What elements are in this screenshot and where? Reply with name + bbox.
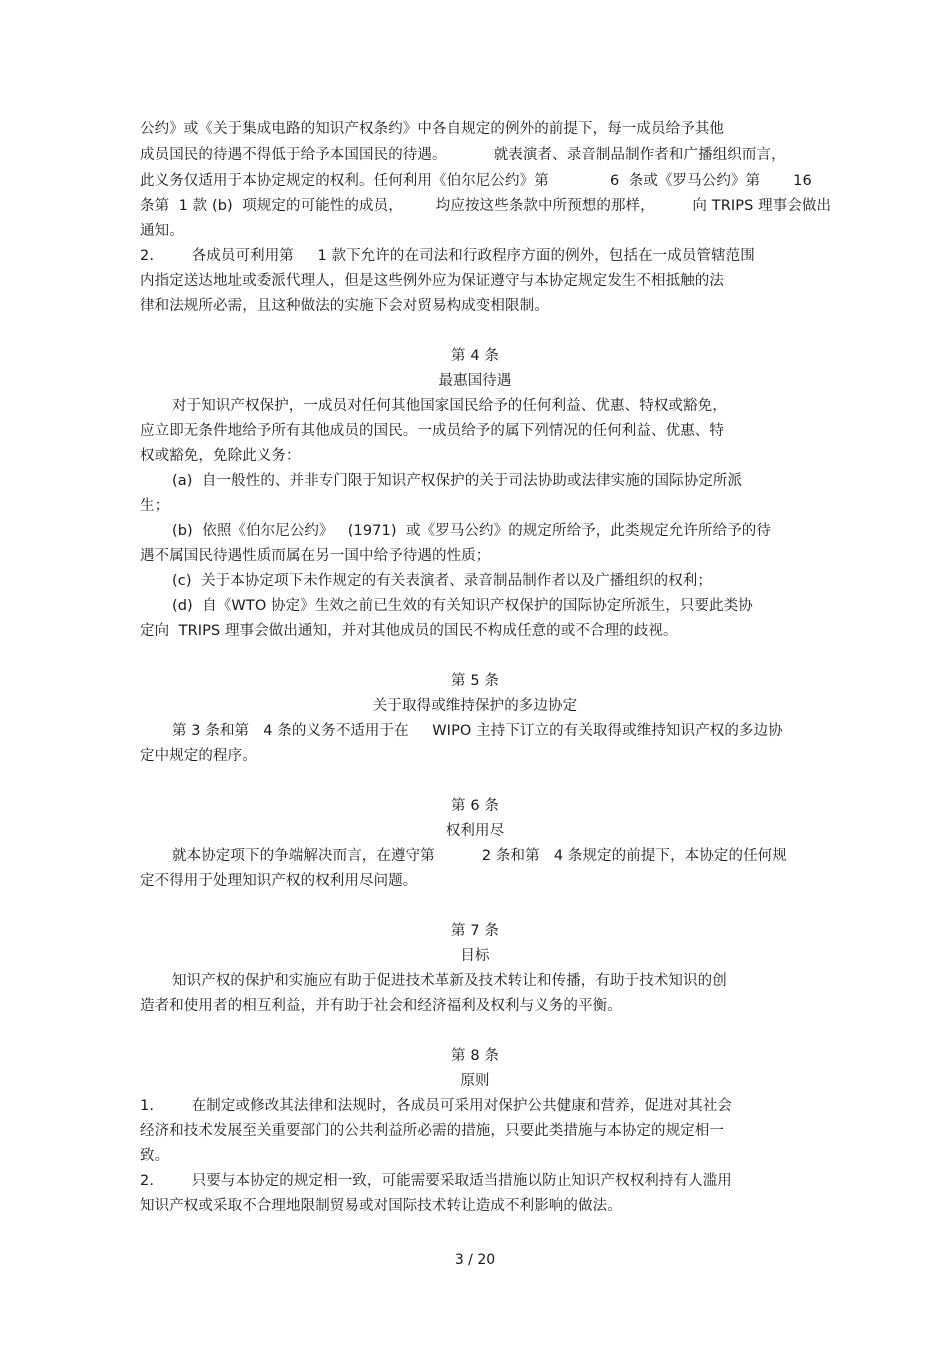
- text-line: (a) 自一般性的、并非专门限于知识产权保护的关于司法协助或法律实施的国际协定所派: [172, 473, 743, 489]
- text-line: 遇不属国民待遇性质而属在另一国中给予待遇的性质；: [140, 548, 491, 564]
- article-number: 第 8 条: [451, 1048, 499, 1064]
- article-title: 目标: [460, 948, 490, 964]
- text-line: 造者和使用者的相互利益，并有助于社会和经济福利及权利与义务的平衡。: [140, 998, 622, 1014]
- text-line: 成员国民的待遇不得低于给予本国国民的待遇。 就表演者、录音制品制作者和广播组织而言，: [140, 147, 786, 163]
- article-title: 原则: [460, 1073, 490, 1089]
- text-line: 经济和技术发展至关重要部门的公共利益所必需的措施，只要此类措施与本协定的规定相一: [140, 1123, 724, 1139]
- article-number: 第 5 条: [451, 673, 499, 689]
- text-line: (d) 自《WTO 协定》生效之前已生效的有关知识产权保护的国际协定所派生，只要此类协: [172, 598, 753, 614]
- text-line: (c) 关于本协定项下未作规定的有关表演者、录音制品制作者以及广播组织的权利；: [172, 573, 713, 589]
- text-line: (b) 依照《伯尔尼公约》 (1971) 或《罗马公约》的规定所给予，此类规定允许所给予的待: [172, 523, 771, 539]
- text-line: 定中规定的程序。: [140, 748, 257, 764]
- text-line: 权或豁免，免除此义务：: [140, 448, 301, 464]
- article-title: 权利用尽: [445, 823, 505, 839]
- article-number: 第 7 条: [451, 923, 499, 939]
- text-line: 知识产权或采取不合理地限制贸易或对国际技术转让造成不利影响的做法。: [140, 1198, 622, 1214]
- text-line: 生；: [140, 498, 170, 514]
- text-line: 就本协定项下的争端解决而言，在遵守第 2 条和第 4 条规定的前提下，本协定的任何规: [172, 848, 787, 864]
- text-line: 条第 1 款 (b) 项规定的可能性的成员， 均应按这些条款中所预想的那样， 向 TRIPS 理事会做出: [140, 198, 832, 214]
- article-number: 第 6 条: [451, 798, 499, 814]
- text-line: 2. 各成员可利用第 1 款下允许的在司法和行政程序方面的例外，包括在一成员管辖范围: [140, 248, 755, 264]
- article-title: 最惠国待遇: [438, 373, 512, 389]
- text-line: 应立即无条件地给予所有其他成员的国民。一成员给予的属下列情况的任何利益、优惠、特: [140, 423, 724, 439]
- text-line: 1. 在制定或修改其法律和法规时，各成员可采用对保护公共健康和营养，促进对其社会: [140, 1098, 732, 1114]
- text-line: 律和法规所必需，且这种做法的实施下会对贸易构成变相限制。: [140, 298, 549, 314]
- article-title: 关于取得或维持保护的多边协定: [372, 698, 578, 714]
- text-line: 致。: [140, 1148, 170, 1164]
- text-line: 第 3 条和第 4 条的义务不适用于在 WIPO 主持下订立的有关取得或维持知识产权的多边协: [172, 723, 783, 739]
- text-line: 对于知识产权保护，一成员对任何其他国家国民给予的任何利益、优惠、特权或豁免，: [172, 398, 727, 414]
- text-line: 知识产权的保护和实施应有助于促进技术革新及技术转让和传播，有助于技术知识的创: [172, 973, 727, 989]
- text-line: 公约》或《关于集成电路的知识产权条约》中各自规定的例外的前提下，每一成员给予其他: [140, 121, 724, 137]
- text-line: 2. 只要与本协定的规定相一致，可能需要采取适当措施以防止知识产权权利持有人滥用: [140, 1173, 732, 1189]
- text-line: 内指定送达地址或委派代理人，但是这些例外应为保证遵守与本协定规定发生不相抵触的法: [140, 273, 724, 289]
- text-line: 定向 TRIPS 理事会做出通知，并对其他成员的国民不构成任意的或不合理的歧视。: [140, 623, 678, 639]
- text-line: 此义务仅适用于本协定规定的权利。任何利用《伯尔尼公约》第 6 条或《罗马公约》第 16: [140, 173, 812, 189]
- article-number: 第 4 条: [451, 348, 499, 364]
- text-line: 定不得用于处理知识产权的权利用尽问题。: [140, 873, 418, 889]
- page-number: 3 / 20: [454, 1252, 496, 1268]
- text-line: 通知。: [140, 223, 184, 239]
